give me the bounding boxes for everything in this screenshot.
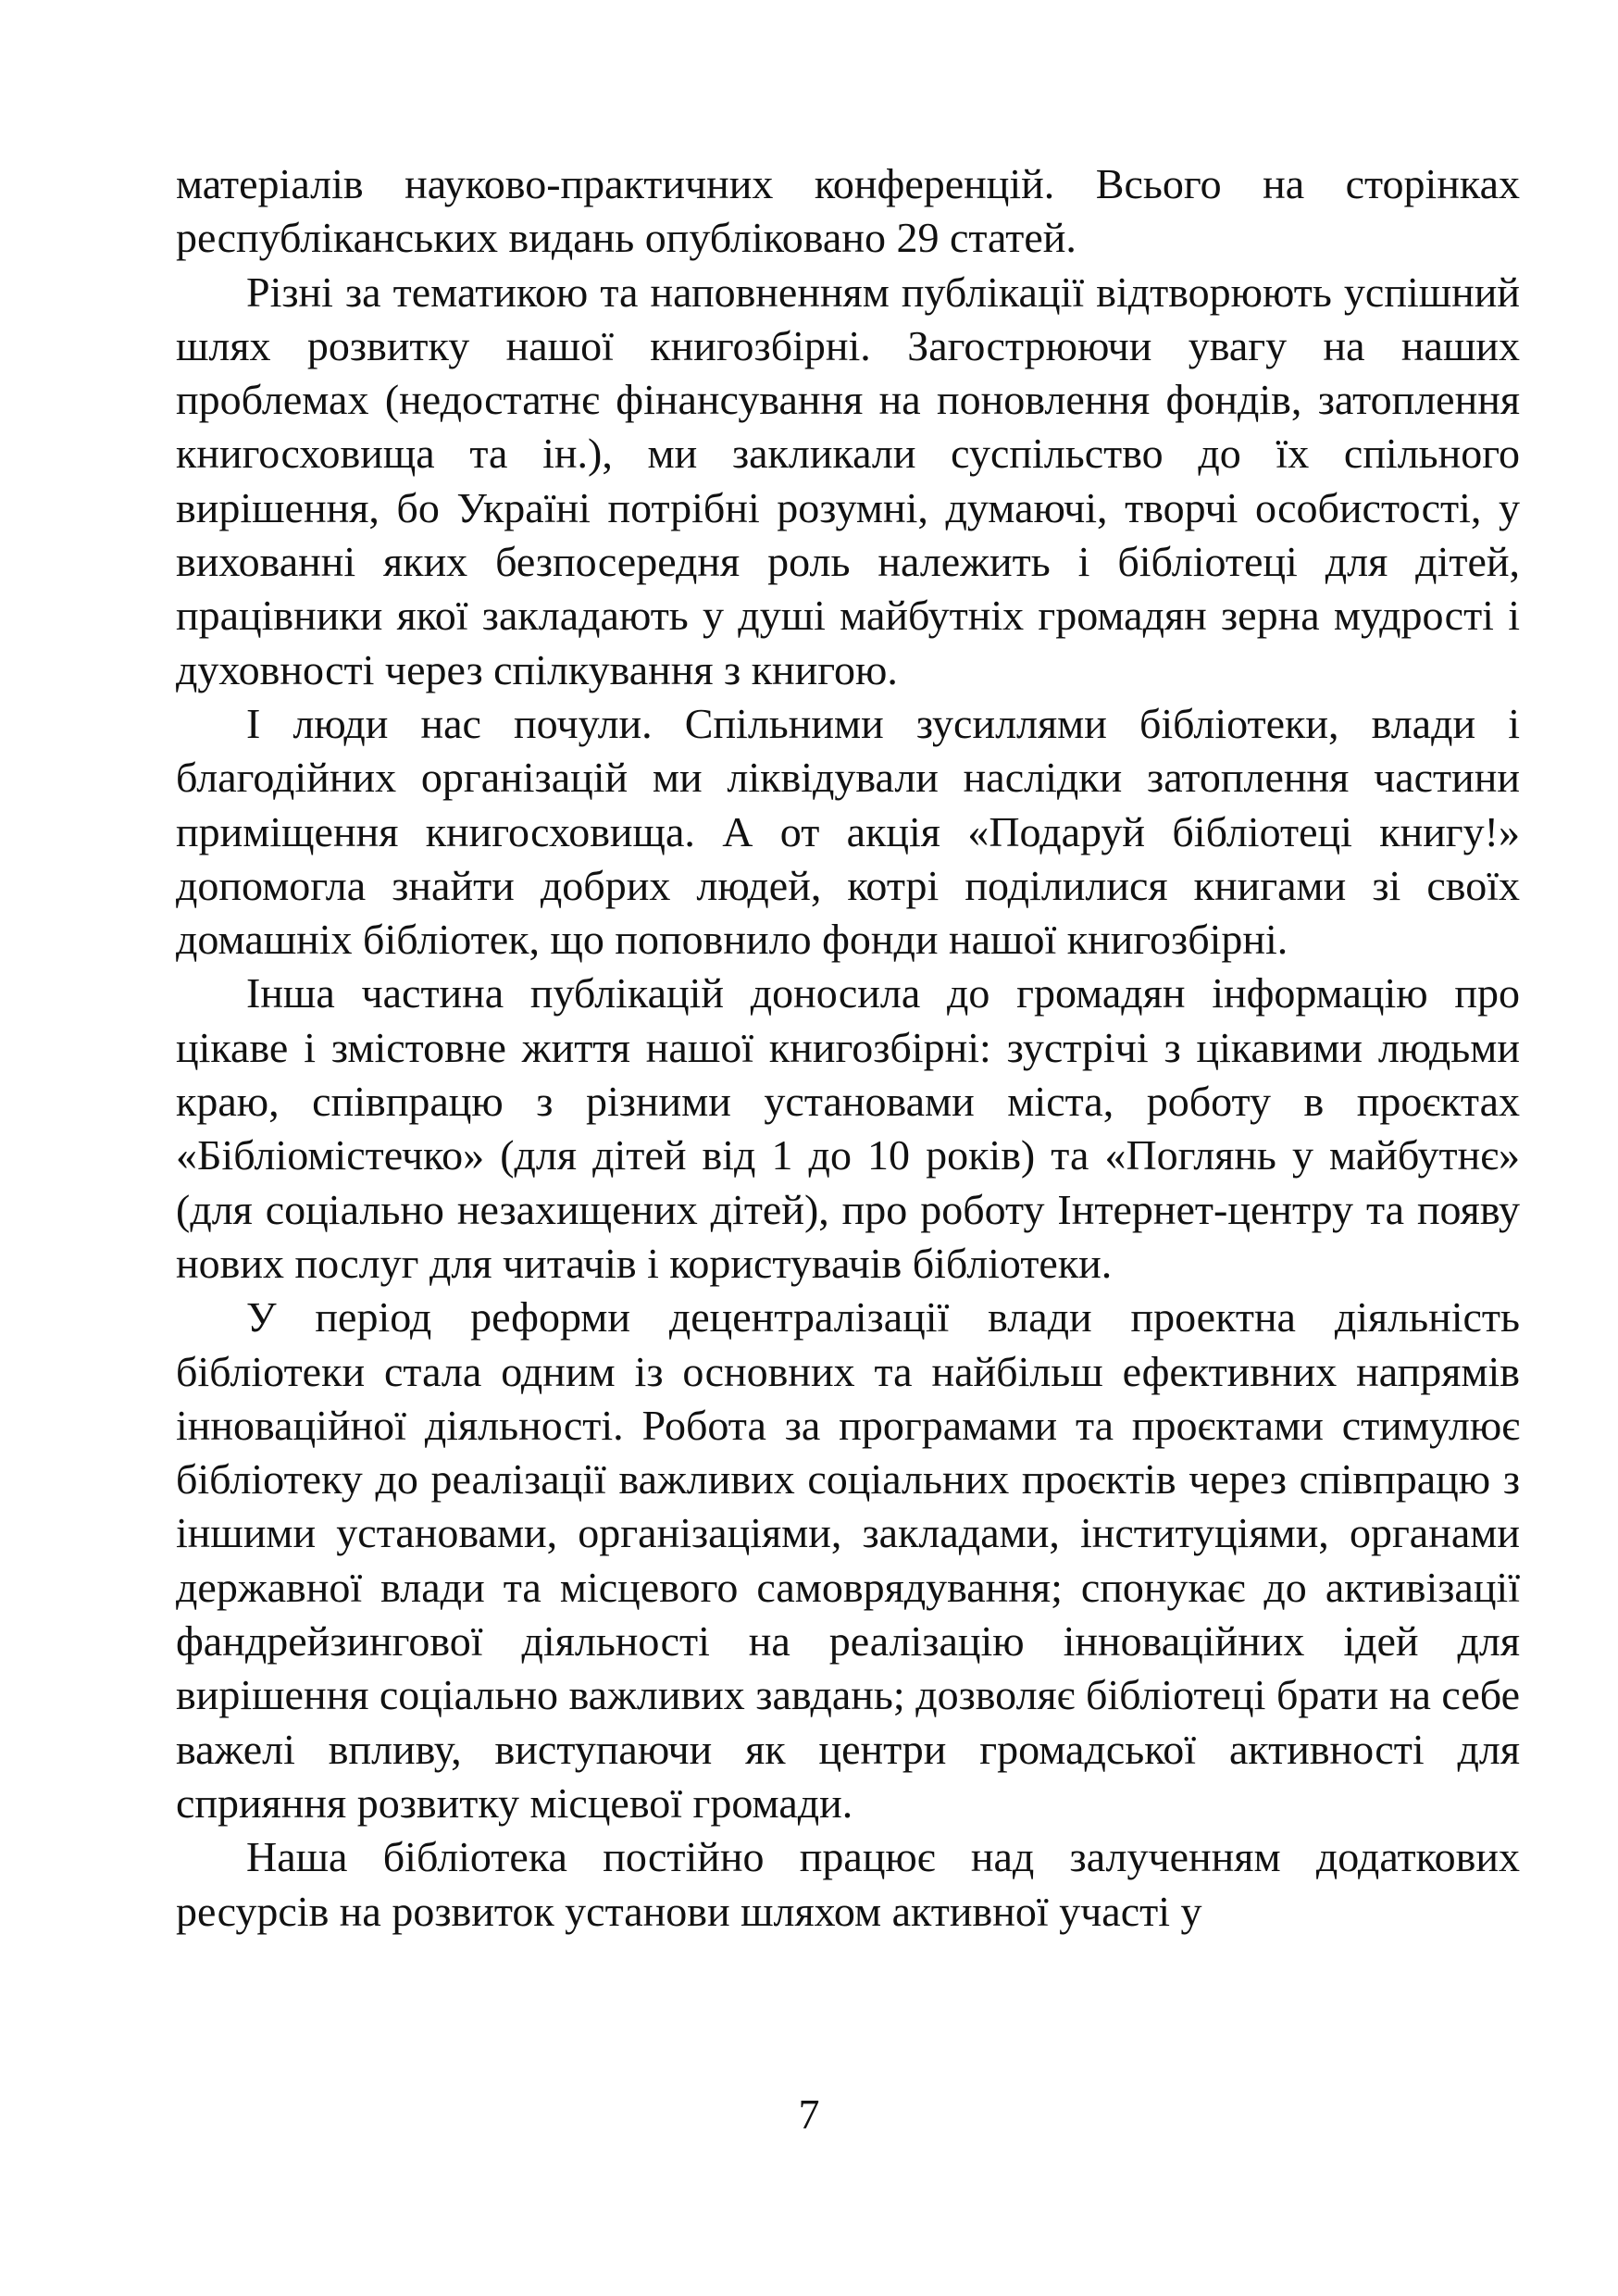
paragraph-additional-resources: Наша бібліотека постійно працює над залученням додаткових ресурсів на розвиток установи шляхом активної участі у xyxy=(176,1833,1520,1935)
paragraph-library-life: Інша частина публікацій доносила до громадян інформацію про цікаве і змістовне життя нашої книгозбірні: зустрічі з цікавими людьми краю, співпрацю з різними установами міста, роботу в проєктах «Бібліомістечко» (для дітей від 1 до 10 років) та «Поглянь у майбутнє» (для соціально незахищених дітей), про роботу Інтернет-центру та появу нових послуг для читачів і користувачів бібліотеки. xyxy=(176,969,1520,1287)
paragraph-continuation: матеріалів науково-практичних конференцій. Всього на сторінках республіканських видань опубліковано 29 статей. xyxy=(176,160,1520,262)
paragraph-people-heard: І люди нас почули. Спільними зусиллями бібліотеки, влади і благодійних організацій ми ліквідували наслідки затоплення частини приміщення книгосховища. А от акція «Подаруй бібліотеці книгу!» допомогла знайти добрих людей, котрі поділилися книгами зі своїх домашніх бібліотек, що поповнило фонди нашої книгозбірні. xyxy=(176,699,1520,964)
paragraph-publications-themes: Різні за тематикою та наповненням публікації відтворюють успішний шлях розвитку нашої книгозбірні. Загострюючи увагу на наших проблемах (недостатнє фінансування на поновлення фондів, затоплення книгосховища та ін.), ми закликали суспільство до їх спільного вирішення, бо Україні потрібні розумні, думаючі, творчі особистості, у вихованні яких безпосередня роль належить і бібліотеці для дітей, працівники якої закладають у душі майбутніх громадян зерна мудрості і духовності через спілкування з книгою. xyxy=(176,268,1520,693)
page-number: 7 xyxy=(798,2090,820,2138)
paragraph-decentralization: У період реформи децентралізації влади проектна діяльність бібліотеки стала одним із основних та найбільш ефективних напрямів інноваційної діяльності. Робота за програмами та проєктами стимулює бібліотеку до реалізації важливих соціальних проєктів через співпрацю з іншими установами, організаціями, закладами, інституціями, органами державної влади та місцевого самоврядування; спонукає до активізації фандрейзингової діяльності на реалізацію інноваційних ідей для вирішення соціально важливих завдань; дозволяє бібліотеці брати на себе важелі впливу, виступаючи як центри громадської активності для сприяння розвитку місцевої громади. xyxy=(176,1293,1520,1827)
document-body xyxy=(176,157,1520,1939)
